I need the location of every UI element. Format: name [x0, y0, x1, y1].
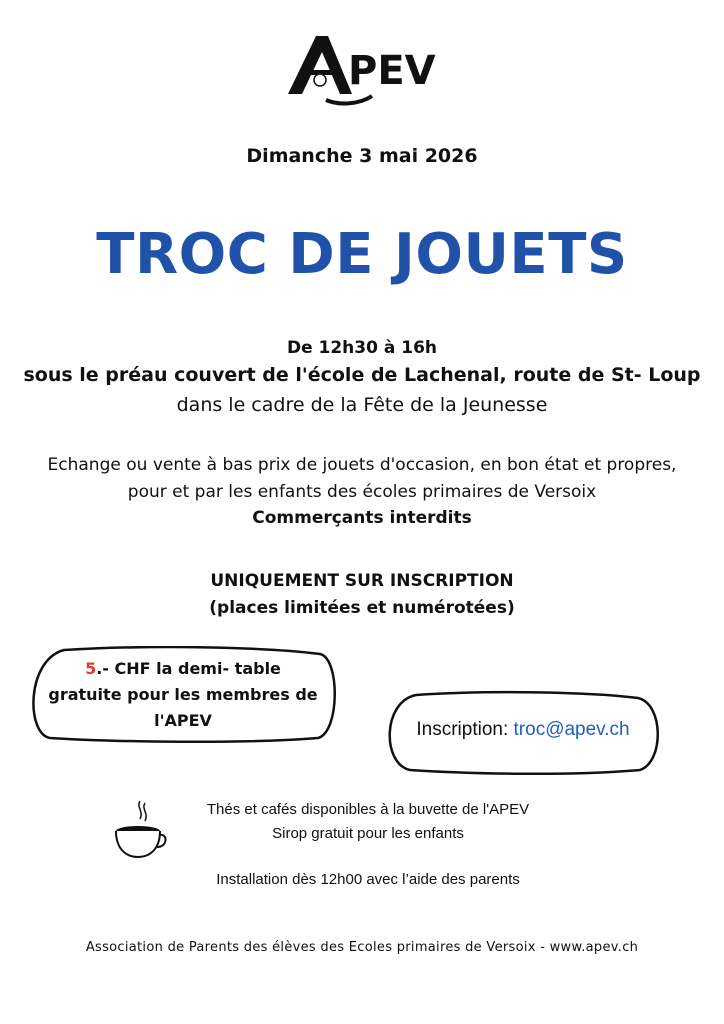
price-box: [24, 646, 342, 744]
inscription-text: [380, 719, 666, 741]
description-line-2: pour et par les enfants des écoles primaires de Versoix: [127, 482, 597, 502]
registration-subheading: (places limitées et numérotées): [209, 598, 515, 618]
installation-note: Installation dès 12h00 avec l’aide des parents: [216, 871, 520, 888]
apev-logo-graphic: [280, 30, 440, 108]
inscription-box: [380, 690, 666, 776]
price-line-3: l'APEV: [154, 711, 212, 730]
merchants-notice: Commerçants interdits: [252, 508, 472, 528]
price-line-1-rest: .- CHF la demi- table: [96, 659, 281, 678]
inscription-label: Inscription:: [416, 719, 514, 740]
refreshments-line-1: Thés et cafés disponibles à la buvette de l'APEV: [206, 801, 530, 818]
svg-text:PEV: PEV: [348, 48, 436, 94]
event-hours: De 12h30 à 16h: [286, 338, 438, 358]
price-line-1: [24, 656, 342, 682]
price-text: [24, 656, 342, 734]
event-context: dans le cadre de la Fête de la Jeunesse: [176, 394, 548, 416]
inscription-email-link[interactable]: troc@apev.ch: [513, 719, 630, 740]
price-amount: 5: [85, 659, 97, 678]
price-line-2: gratuite pour les membres de: [48, 685, 318, 704]
event-location: sous le préau couvert de l'école de Lachenal, route de St- Loup: [23, 364, 701, 386]
event-date: Dimanche 3 mai 2026: [246, 145, 478, 167]
refreshments-line-2: Sirop gratuit pour les enfants: [272, 825, 464, 842]
registration-heading: UNIQUEMENT SUR INSCRIPTION: [210, 571, 514, 591]
page-title: TROC DE JOUETS: [96, 222, 628, 287]
apev-logo: [280, 30, 440, 108]
description-line-1: Echange ou vente à bas prix de jouets d'occasion, en bon état et propres,: [47, 455, 677, 475]
footer: Association de Parents des élèves des Ecoles primaires de Versoix - www.apev.ch: [85, 940, 639, 955]
